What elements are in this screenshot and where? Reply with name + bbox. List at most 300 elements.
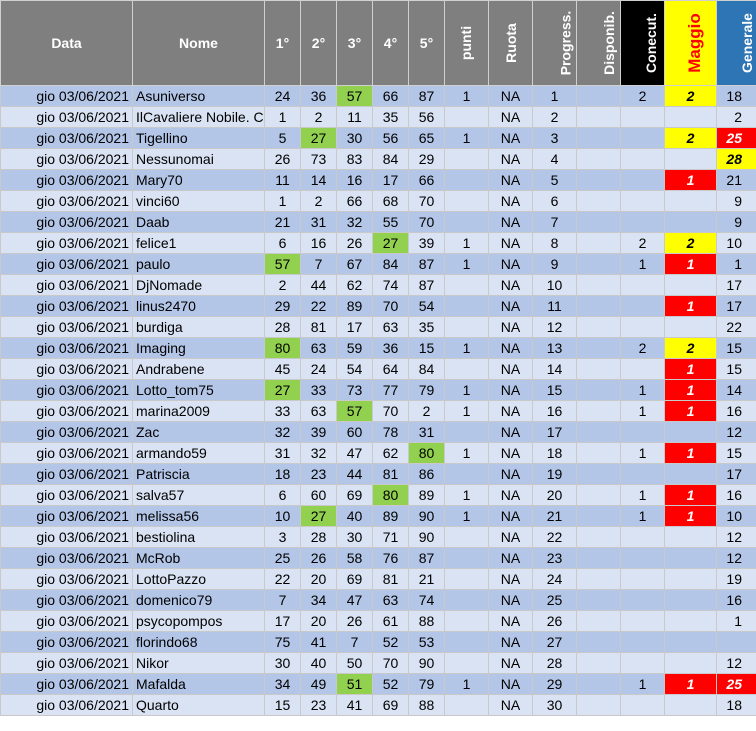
cell-num-2[interactable]: 44 — [301, 275, 337, 296]
cell-num-3[interactable]: 51 — [337, 674, 373, 695]
cell-num-4[interactable]: 63 — [373, 317, 409, 338]
cell-num-1[interactable]: 1 — [265, 191, 301, 212]
cell-num-1[interactable]: 6 — [265, 485, 301, 506]
cell-conecut[interactable] — [621, 170, 665, 191]
cell-generale[interactable]: 15 — [717, 443, 756, 464]
cell-conecut[interactable] — [621, 527, 665, 548]
cell-data[interactable]: gio 03/06/2021 — [1, 464, 133, 485]
cell-maggio[interactable]: 1 — [665, 380, 717, 401]
cell-nome[interactable]: Quarto — [133, 695, 265, 716]
cell-data[interactable]: gio 03/06/2021 — [1, 212, 133, 233]
cell-punti[interactable] — [445, 548, 489, 569]
cell-punti[interactable]: 1 — [445, 674, 489, 695]
cell-progress[interactable]: 19 — [533, 464, 577, 485]
cell-num-2[interactable]: 7 — [301, 254, 337, 275]
cell-num-2[interactable]: 41 — [301, 632, 337, 653]
cell-num-3[interactable]: 32 — [337, 212, 373, 233]
cell-disponib[interactable] — [577, 296, 621, 317]
col-header-1[interactable]: 1° — [265, 1, 301, 86]
cell-num-1[interactable]: 80 — [265, 338, 301, 359]
cell-conecut[interactable]: 1 — [621, 485, 665, 506]
cell-nome[interactable]: domenico79 — [133, 590, 265, 611]
cell-generale[interactable]: 1 — [717, 254, 756, 275]
cell-conecut[interactable] — [621, 275, 665, 296]
cell-punti[interactable] — [445, 359, 489, 380]
cell-generale[interactable]: 14 — [717, 380, 756, 401]
cell-ruota[interactable]: NA — [489, 611, 533, 632]
cell-disponib[interactable] — [577, 506, 621, 527]
cell-num-1[interactable]: 3 — [265, 527, 301, 548]
cell-num-4[interactable]: 35 — [373, 107, 409, 128]
cell-num-4[interactable]: 81 — [373, 464, 409, 485]
cell-num-3[interactable]: 41 — [337, 695, 373, 716]
cell-ruota[interactable]: NA — [489, 233, 533, 254]
cell-generale[interactable]: 18 — [717, 695, 756, 716]
col-header-data[interactable]: Data — [1, 1, 133, 86]
cell-num-5[interactable]: 84 — [409, 359, 445, 380]
cell-data[interactable]: gio 03/06/2021 — [1, 338, 133, 359]
cell-num-5[interactable]: 53 — [409, 632, 445, 653]
cell-progress[interactable]: 3 — [533, 128, 577, 149]
cell-conecut[interactable] — [621, 569, 665, 590]
cell-num-1[interactable]: 30 — [265, 653, 301, 674]
cell-maggio[interactable] — [665, 464, 717, 485]
cell-ruota[interactable]: NA — [489, 149, 533, 170]
cell-generale[interactable]: 25 — [717, 128, 756, 149]
cell-num-5[interactable]: 80 — [409, 443, 445, 464]
cell-nome[interactable]: Mafalda — [133, 674, 265, 695]
cell-num-2[interactable]: 20 — [301, 611, 337, 632]
cell-num-1[interactable]: 75 — [265, 632, 301, 653]
cell-num-4[interactable]: 63 — [373, 590, 409, 611]
cell-progress[interactable]: 15 — [533, 380, 577, 401]
cell-conecut[interactable] — [621, 653, 665, 674]
cell-nome[interactable]: Asuniverso — [133, 86, 265, 107]
cell-num-5[interactable]: 35 — [409, 317, 445, 338]
cell-progress[interactable]: 4 — [533, 149, 577, 170]
cell-num-3[interactable]: 54 — [337, 359, 373, 380]
cell-num-1[interactable]: 32 — [265, 422, 301, 443]
cell-maggio[interactable] — [665, 569, 717, 590]
cell-num-4[interactable]: 84 — [373, 149, 409, 170]
cell-disponib[interactable] — [577, 149, 621, 170]
cell-num-4[interactable]: 70 — [373, 401, 409, 422]
cell-disponib[interactable] — [577, 548, 621, 569]
cell-num-1[interactable]: 6 — [265, 233, 301, 254]
cell-conecut[interactable]: 1 — [621, 254, 665, 275]
cell-data[interactable]: gio 03/06/2021 — [1, 296, 133, 317]
cell-generale[interactable]: 16 — [717, 590, 756, 611]
cell-disponib[interactable] — [577, 317, 621, 338]
cell-num-4[interactable]: 74 — [373, 275, 409, 296]
cell-disponib[interactable] — [577, 401, 621, 422]
cell-disponib[interactable] — [577, 275, 621, 296]
cell-generale[interactable]: 12 — [717, 548, 756, 569]
cell-num-5[interactable]: 87 — [409, 86, 445, 107]
cell-conecut[interactable] — [621, 464, 665, 485]
cell-punti[interactable] — [445, 107, 489, 128]
cell-data[interactable]: gio 03/06/2021 — [1, 317, 133, 338]
cell-punti[interactable]: 1 — [445, 86, 489, 107]
cell-num-4[interactable]: 64 — [373, 359, 409, 380]
cell-punti[interactable]: 1 — [445, 254, 489, 275]
cell-num-4[interactable]: 61 — [373, 611, 409, 632]
cell-num-4[interactable]: 71 — [373, 527, 409, 548]
cell-num-5[interactable]: 86 — [409, 464, 445, 485]
cell-generale[interactable]: 9 — [717, 212, 756, 233]
cell-nome[interactable]: bestiolina — [133, 527, 265, 548]
cell-num-1[interactable]: 17 — [265, 611, 301, 632]
cell-conecut[interactable] — [621, 296, 665, 317]
cell-ruota[interactable]: NA — [489, 191, 533, 212]
cell-punti[interactable]: 1 — [445, 506, 489, 527]
cell-maggio[interactable]: 2 — [665, 338, 717, 359]
cell-ruota[interactable]: NA — [489, 401, 533, 422]
cell-conecut[interactable] — [621, 590, 665, 611]
cell-progress[interactable]: 29 — [533, 674, 577, 695]
cell-conecut[interactable] — [621, 359, 665, 380]
cell-num-1[interactable]: 21 — [265, 212, 301, 233]
cell-generale[interactable]: 9 — [717, 191, 756, 212]
cell-nome[interactable]: Andrabene — [133, 359, 265, 380]
cell-maggio[interactable] — [665, 527, 717, 548]
cell-num-1[interactable]: 27 — [265, 380, 301, 401]
cell-num-4[interactable]: 52 — [373, 632, 409, 653]
col-header-4[interactable]: 4° — [373, 1, 409, 86]
cell-num-3[interactable]: 57 — [337, 86, 373, 107]
cell-num-4[interactable]: 62 — [373, 443, 409, 464]
cell-num-3[interactable]: 30 — [337, 128, 373, 149]
cell-data[interactable]: gio 03/06/2021 — [1, 401, 133, 422]
cell-maggio[interactable]: 2 — [665, 128, 717, 149]
cell-num-3[interactable]: 26 — [337, 233, 373, 254]
cell-ruota[interactable]: NA — [489, 212, 533, 233]
cell-nome[interactable]: IlCavaliere Nobile. C — [133, 107, 265, 128]
cell-num-2[interactable]: 73 — [301, 149, 337, 170]
cell-num-1[interactable]: 18 — [265, 464, 301, 485]
cell-nome[interactable]: Nessunomai — [133, 149, 265, 170]
cell-num-2[interactable]: 2 — [301, 191, 337, 212]
cell-ruota[interactable]: NA — [489, 359, 533, 380]
cell-nome[interactable]: psycopompos — [133, 611, 265, 632]
cell-num-4[interactable]: 80 — [373, 485, 409, 506]
cell-disponib[interactable] — [577, 464, 621, 485]
cell-progress[interactable]: 14 — [533, 359, 577, 380]
cell-ruota[interactable]: NA — [489, 464, 533, 485]
cell-progress[interactable]: 5 — [533, 170, 577, 191]
cell-num-5[interactable]: 87 — [409, 548, 445, 569]
cell-num-2[interactable]: 31 — [301, 212, 337, 233]
cell-num-2[interactable]: 2 — [301, 107, 337, 128]
cell-num-5[interactable]: 88 — [409, 611, 445, 632]
cell-num-4[interactable]: 78 — [373, 422, 409, 443]
cell-num-1[interactable]: 11 — [265, 170, 301, 191]
cell-num-3[interactable]: 17 — [337, 317, 373, 338]
cell-num-5[interactable]: 79 — [409, 380, 445, 401]
cell-num-4[interactable]: 66 — [373, 86, 409, 107]
cell-generale[interactable]: 21 — [717, 170, 756, 191]
cell-ruota[interactable]: NA — [489, 86, 533, 107]
cell-punti[interactable] — [445, 317, 489, 338]
cell-maggio[interactable] — [665, 212, 717, 233]
cell-conecut[interactable]: 1 — [621, 443, 665, 464]
cell-nome[interactable]: Mary70 — [133, 170, 265, 191]
cell-num-5[interactable]: 66 — [409, 170, 445, 191]
cell-disponib[interactable] — [577, 191, 621, 212]
cell-num-1[interactable]: 2 — [265, 275, 301, 296]
cell-conecut[interactable]: 2 — [621, 338, 665, 359]
cell-ruota[interactable]: NA — [489, 170, 533, 191]
cell-maggio[interactable] — [665, 548, 717, 569]
cell-conecut[interactable]: 2 — [621, 86, 665, 107]
cell-num-4[interactable]: 89 — [373, 506, 409, 527]
cell-maggio[interactable] — [665, 422, 717, 443]
cell-punti[interactable] — [445, 212, 489, 233]
cell-data[interactable]: gio 03/06/2021 — [1, 233, 133, 254]
cell-num-2[interactable]: 63 — [301, 338, 337, 359]
cell-progress[interactable]: 1 — [533, 86, 577, 107]
col-header-2[interactable]: 2° — [301, 1, 337, 86]
cell-nome[interactable]: Zac — [133, 422, 265, 443]
col-header-nome[interactable]: Nome — [133, 1, 265, 86]
cell-data[interactable]: gio 03/06/2021 — [1, 632, 133, 653]
cell-conecut[interactable]: 1 — [621, 380, 665, 401]
cell-ruota[interactable]: NA — [489, 632, 533, 653]
cell-conecut[interactable]: 1 — [621, 506, 665, 527]
cell-num-2[interactable]: 63 — [301, 401, 337, 422]
cell-data[interactable]: gio 03/06/2021 — [1, 590, 133, 611]
cell-num-2[interactable]: 23 — [301, 464, 337, 485]
cell-disponib[interactable] — [577, 674, 621, 695]
cell-num-2[interactable]: 22 — [301, 296, 337, 317]
cell-data[interactable]: gio 03/06/2021 — [1, 380, 133, 401]
cell-num-5[interactable]: 56 — [409, 107, 445, 128]
cell-disponib[interactable] — [577, 128, 621, 149]
cell-generale[interactable]: 22 — [717, 317, 756, 338]
cell-data[interactable]: gio 03/06/2021 — [1, 674, 133, 695]
cell-num-3[interactable]: 40 — [337, 506, 373, 527]
cell-num-1[interactable]: 34 — [265, 674, 301, 695]
cell-num-4[interactable]: 27 — [373, 233, 409, 254]
cell-ruota[interactable]: NA — [489, 653, 533, 674]
cell-progress[interactable]: 28 — [533, 653, 577, 674]
cell-num-5[interactable]: 15 — [409, 338, 445, 359]
cell-num-5[interactable]: 31 — [409, 422, 445, 443]
cell-conecut[interactable] — [621, 422, 665, 443]
cell-num-4[interactable]: 77 — [373, 380, 409, 401]
cell-punti[interactable]: 1 — [445, 401, 489, 422]
cell-nome[interactable]: LottoPazzo — [133, 569, 265, 590]
cell-num-1[interactable]: 10 — [265, 506, 301, 527]
cell-punti[interactable] — [445, 611, 489, 632]
cell-conecut[interactable]: 1 — [621, 401, 665, 422]
cell-disponib[interactable] — [577, 233, 621, 254]
cell-generale[interactable]: 16 — [717, 485, 756, 506]
cell-ruota[interactable]: NA — [489, 527, 533, 548]
cell-generale[interactable]: 19 — [717, 569, 756, 590]
cell-generale[interactable]: 18 — [717, 86, 756, 107]
cell-data[interactable]: gio 03/06/2021 — [1, 506, 133, 527]
cell-conecut[interactable] — [621, 632, 665, 653]
cell-progress[interactable]: 20 — [533, 485, 577, 506]
cell-disponib[interactable] — [577, 653, 621, 674]
cell-data[interactable]: gio 03/06/2021 — [1, 422, 133, 443]
cell-num-3[interactable]: 50 — [337, 653, 373, 674]
cell-num-2[interactable]: 28 — [301, 527, 337, 548]
cell-maggio[interactable] — [665, 191, 717, 212]
cell-punti[interactable] — [445, 695, 489, 716]
cell-disponib[interactable] — [577, 485, 621, 506]
cell-disponib[interactable] — [577, 170, 621, 191]
cell-generale[interactable]: 2 — [717, 107, 756, 128]
cell-ruota[interactable]: NA — [489, 695, 533, 716]
cell-punti[interactable]: 1 — [445, 338, 489, 359]
cell-num-4[interactable]: 55 — [373, 212, 409, 233]
cell-generale[interactable]: 25 — [717, 674, 756, 695]
col-header-progress[interactable] — [533, 1, 577, 86]
cell-disponib[interactable] — [577, 422, 621, 443]
cell-data[interactable]: gio 03/06/2021 — [1, 695, 133, 716]
cell-data[interactable]: gio 03/06/2021 — [1, 149, 133, 170]
cell-ruota[interactable]: NA — [489, 338, 533, 359]
cell-conecut[interactable] — [621, 611, 665, 632]
cell-num-3[interactable]: 59 — [337, 338, 373, 359]
col-header-generale[interactable] — [717, 1, 756, 86]
cell-num-2[interactable]: 33 — [301, 380, 337, 401]
cell-punti[interactable] — [445, 527, 489, 548]
cell-num-4[interactable]: 52 — [373, 674, 409, 695]
cell-ruota[interactable]: NA — [489, 128, 533, 149]
cell-num-3[interactable]: 60 — [337, 422, 373, 443]
cell-num-1[interactable]: 31 — [265, 443, 301, 464]
cell-generale[interactable]: 17 — [717, 464, 756, 485]
cell-nome[interactable]: florindo68 — [133, 632, 265, 653]
cell-num-1[interactable]: 26 — [265, 149, 301, 170]
col-header-punti[interactable] — [445, 1, 489, 86]
cell-num-1[interactable]: 7 — [265, 590, 301, 611]
cell-maggio[interactable] — [665, 590, 717, 611]
cell-progress[interactable]: 6 — [533, 191, 577, 212]
cell-conecut[interactable] — [621, 548, 665, 569]
cell-num-4[interactable]: 76 — [373, 548, 409, 569]
cell-num-4[interactable]: 68 — [373, 191, 409, 212]
cell-maggio[interactable] — [665, 149, 717, 170]
cell-num-2[interactable]: 32 — [301, 443, 337, 464]
cell-num-5[interactable]: 88 — [409, 695, 445, 716]
cell-progress[interactable]: 16 — [533, 401, 577, 422]
cell-disponib[interactable] — [577, 569, 621, 590]
cell-generale[interactable]: 12 — [717, 653, 756, 674]
cell-nome[interactable]: Nikor — [133, 653, 265, 674]
cell-data[interactable]: gio 03/06/2021 — [1, 128, 133, 149]
cell-num-5[interactable]: 21 — [409, 569, 445, 590]
cell-num-1[interactable]: 28 — [265, 317, 301, 338]
cell-nome[interactable]: marina2009 — [133, 401, 265, 422]
cell-num-5[interactable]: 2 — [409, 401, 445, 422]
cell-disponib[interactable] — [577, 611, 621, 632]
cell-num-3[interactable]: 69 — [337, 485, 373, 506]
cell-progress[interactable]: 25 — [533, 590, 577, 611]
cell-nome[interactable]: burdiga — [133, 317, 265, 338]
cell-num-1[interactable]: 57 — [265, 254, 301, 275]
cell-punti[interactable]: 1 — [445, 233, 489, 254]
cell-conecut[interactable]: 1 — [621, 674, 665, 695]
cell-conecut[interactable]: 2 — [621, 233, 665, 254]
cell-disponib[interactable] — [577, 632, 621, 653]
cell-progress[interactable]: 27 — [533, 632, 577, 653]
cell-maggio[interactable] — [665, 653, 717, 674]
cell-disponib[interactable] — [577, 212, 621, 233]
cell-data[interactable]: gio 03/06/2021 — [1, 191, 133, 212]
cell-progress[interactable]: 30 — [533, 695, 577, 716]
cell-punti[interactable] — [445, 653, 489, 674]
cell-num-5[interactable]: 54 — [409, 296, 445, 317]
cell-generale[interactable]: 15 — [717, 359, 756, 380]
cell-ruota[interactable]: NA — [489, 485, 533, 506]
cell-data[interactable]: gio 03/06/2021 — [1, 548, 133, 569]
cell-num-1[interactable]: 22 — [265, 569, 301, 590]
cell-num-5[interactable]: 89 — [409, 485, 445, 506]
cell-generale[interactable] — [717, 632, 756, 653]
cell-data[interactable]: gio 03/06/2021 — [1, 443, 133, 464]
cell-num-4[interactable]: 56 — [373, 128, 409, 149]
cell-data[interactable]: gio 03/06/2021 — [1, 653, 133, 674]
cell-ruota[interactable]: NA — [489, 548, 533, 569]
cell-punti[interactable] — [445, 296, 489, 317]
cell-num-5[interactable]: 87 — [409, 254, 445, 275]
cell-disponib[interactable] — [577, 338, 621, 359]
cell-num-2[interactable]: 40 — [301, 653, 337, 674]
cell-generale[interactable]: 10 — [717, 233, 756, 254]
cell-conecut[interactable] — [621, 107, 665, 128]
cell-disponib[interactable] — [577, 590, 621, 611]
cell-progress[interactable]: 13 — [533, 338, 577, 359]
cell-generale[interactable]: 17 — [717, 296, 756, 317]
cell-progress[interactable]: 22 — [533, 527, 577, 548]
cell-num-3[interactable]: 67 — [337, 254, 373, 275]
cell-nome[interactable]: DjNomade — [133, 275, 265, 296]
cell-data[interactable]: gio 03/06/2021 — [1, 569, 133, 590]
cell-num-2[interactable]: 60 — [301, 485, 337, 506]
cell-num-3[interactable]: 16 — [337, 170, 373, 191]
cell-disponib[interactable] — [577, 443, 621, 464]
cell-num-1[interactable]: 5 — [265, 128, 301, 149]
cell-punti[interactable] — [445, 191, 489, 212]
cell-progress[interactable]: 26 — [533, 611, 577, 632]
cell-num-1[interactable]: 25 — [265, 548, 301, 569]
cell-maggio[interactable]: 2 — [665, 86, 717, 107]
cell-data[interactable]: gio 03/06/2021 — [1, 86, 133, 107]
cell-num-3[interactable]: 30 — [337, 527, 373, 548]
cell-disponib[interactable] — [577, 527, 621, 548]
cell-progress[interactable]: 11 — [533, 296, 577, 317]
cell-data[interactable]: gio 03/06/2021 — [1, 107, 133, 128]
cell-nome[interactable]: melissa56 — [133, 506, 265, 527]
cell-num-3[interactable]: 73 — [337, 380, 373, 401]
cell-progress[interactable]: 12 — [533, 317, 577, 338]
cell-num-3[interactable]: 69 — [337, 569, 373, 590]
cell-num-5[interactable]: 74 — [409, 590, 445, 611]
cell-maggio[interactable]: 1 — [665, 401, 717, 422]
cell-generale[interactable]: 1 — [717, 611, 756, 632]
cell-disponib[interactable] — [577, 695, 621, 716]
cell-num-5[interactable]: 70 — [409, 212, 445, 233]
cell-nome[interactable]: linus2470 — [133, 296, 265, 317]
cell-num-5[interactable]: 65 — [409, 128, 445, 149]
cell-num-2[interactable]: 20 — [301, 569, 337, 590]
cell-generale[interactable]: 17 — [717, 275, 756, 296]
cell-ruota[interactable]: NA — [489, 107, 533, 128]
